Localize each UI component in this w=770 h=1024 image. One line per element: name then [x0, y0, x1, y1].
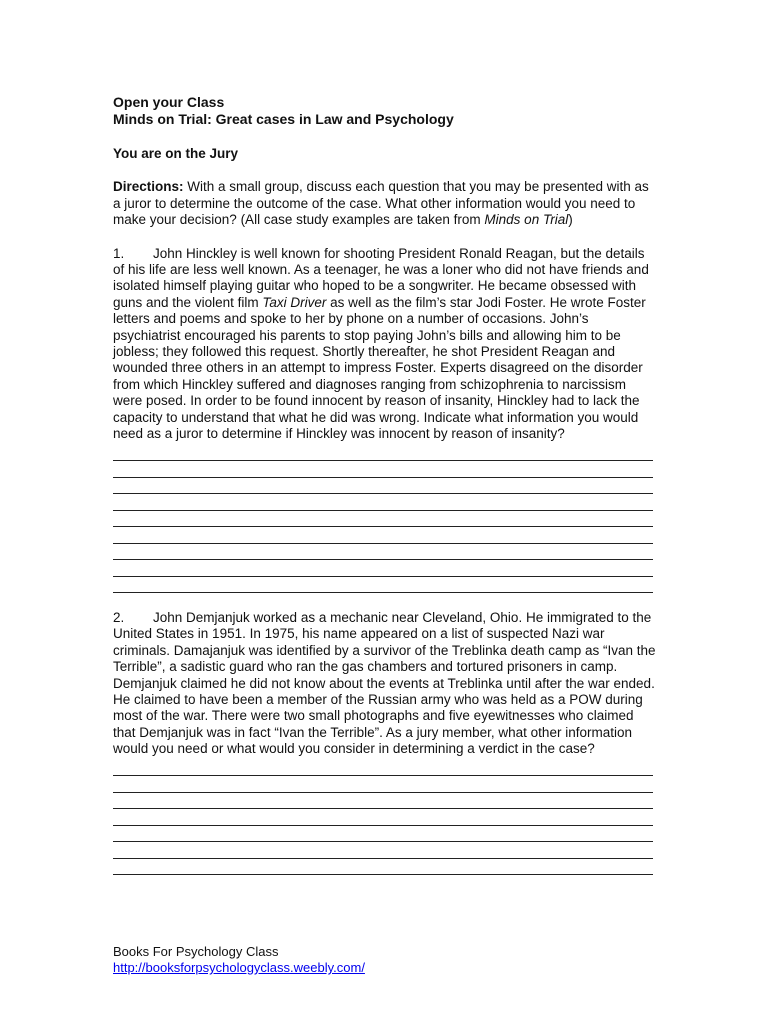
answer-lines-1	[113, 445, 658, 594]
answer-line[interactable]	[113, 760, 653, 777]
header-line-2: Minds on Trial: Great cases in Law and Psychology	[113, 111, 454, 127]
answer-lines-2	[113, 760, 658, 876]
question-1	[113, 246, 658, 443]
question-1-number: 1.	[113, 245, 125, 261]
answer-line[interactable]	[113, 577, 653, 594]
footer-label: Books For Psychology Class	[113, 944, 279, 959]
header-line-1: Open your Class	[113, 94, 225, 110]
answer-line[interactable]	[113, 461, 653, 478]
footer	[113, 944, 365, 976]
question-2	[113, 610, 658, 758]
answer-line[interactable]	[113, 527, 653, 544]
directions-text-a: With a small group, discuss each question that you may be presented with as a juror to determine the outcome of the case. What other information would you need to make your decision? (All case study examples are taken from	[113, 179, 649, 228]
answer-line[interactable]	[113, 511, 653, 528]
answer-line[interactable]	[113, 776, 653, 793]
question-2-text-a: John Demjanjuk worked as a mechanic near Cleveland, Ohio. He immigrated to the United States in 1951. In 1975, his name appeared on a list of suspected Nazi war criminals. Damajanjuk was identified by a survivor of the Treblinka death camp as “Ivan the Terrible”, a sadistic guard who ran the gas chambers and tortured prisoners in camp. Demjanjuk claimed he did not know about the events at Treblinka until after the war ended. He claimed to have been a member of the Russian army who was held as a POW during most of the war. There were two small photographs and five eyewitnesses who claimed that Demjanjuk was in fact “Ivan the Terrible”. As a jury member, what other information would you need or what would you consider in determining a verdict in the case?	[113, 610, 656, 757]
question-1-text-b: as well as the film’s star Jodi Foster. He wrote Foster letters and poems and spoke to her by phone on a number of occasions. John’s psychiatrist encouraged his parents to stop paying John’s bills and allowing him to be jobless; they followed this request. Shortly thereafter, he shot President Reagan and wounded three others in an attempt to impress Foster. Experts disagreed on the disorder from which Hinckley suffered and diagnoses ranging from schizophrenia to narcissism were posed. In order to be found innocent by reason of insanity, Hinckley had to lack the capacity to understand that what he did was wrong. Indicate what information you would need as a juror to determine if Hinckley was innocent by reason of insanity?	[113, 294, 646, 442]
section-subtitle: You are on the Jury	[113, 146, 239, 161]
footer-link[interactable]: http://booksforpsychologyclass.weebly.com/	[113, 960, 365, 975]
answer-line[interactable]	[113, 445, 653, 462]
answer-line[interactable]	[113, 478, 653, 495]
directions-italic: Minds on Trial	[484, 212, 569, 228]
directions-paragraph	[113, 179, 658, 228]
question-1-italic: Taxi Driver	[262, 294, 327, 310]
directions-text-b: )	[568, 212, 573, 228]
document-body	[113, 94, 658, 875]
answer-line[interactable]	[113, 842, 653, 859]
answer-line[interactable]	[113, 809, 653, 826]
answer-line[interactable]	[113, 544, 653, 561]
question-1-text-a: John Hinckley is well known for shooting President Ronald Reagan, but the details of his life are less well known. As a teenager, he was a loner who did not have friends and isolated himself playing guitar who hoped to be a songwriter. He became obsessed with guns and the violent film	[113, 245, 649, 310]
answer-line[interactable]	[113, 494, 653, 511]
answer-line[interactable]	[113, 560, 653, 577]
answer-line[interactable]	[113, 793, 653, 810]
answer-line[interactable]	[113, 859, 653, 876]
directions-label: Directions:	[113, 179, 184, 195]
question-2-number: 2.	[113, 610, 125, 625]
answer-line[interactable]	[113, 826, 653, 843]
